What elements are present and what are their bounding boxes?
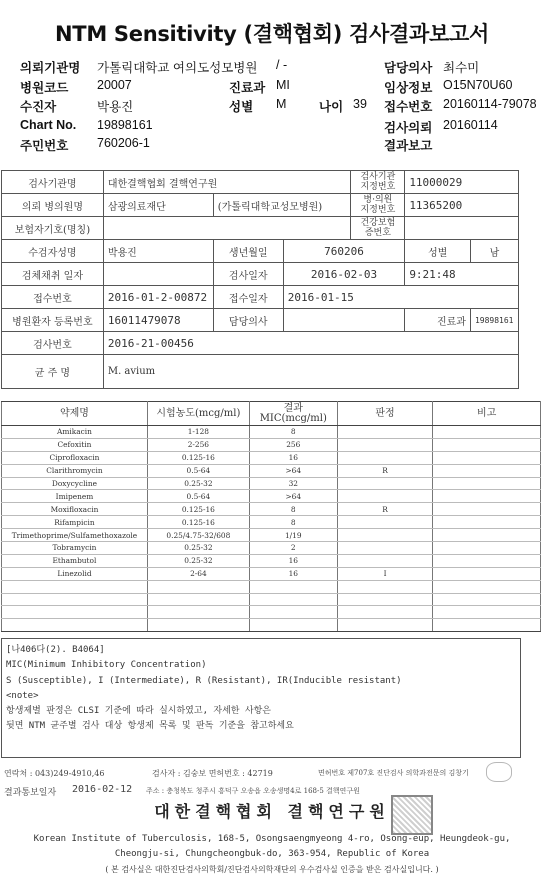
drug-row bbox=[2, 529, 541, 542]
drug-name: Clarithromycin bbox=[2, 464, 148, 477]
test-range: 0.25-32 bbox=[147, 477, 249, 490]
col-range-header: 시험농도(mcg/ml) bbox=[147, 402, 249, 426]
drug-name: Cefoxitin bbox=[2, 438, 148, 451]
drug-name bbox=[2, 580, 148, 593]
doctor-value: 최수미 bbox=[443, 61, 480, 75]
remark bbox=[433, 593, 541, 606]
col-interp-header: 판정 bbox=[337, 402, 433, 426]
health-ins-label: 건강보험 증번호 bbox=[351, 217, 405, 240]
test-time-value: 9:21:48 bbox=[405, 263, 519, 286]
report-date-label: 결과통보일자 bbox=[4, 788, 57, 798]
footer-address: 주소 : 충청북도 청주시 흥덕구 오송읍 오송생명4로 168-5 결핵연구원 bbox=[146, 787, 360, 795]
test-range: 0.5-64 bbox=[147, 490, 249, 503]
drug-table-header bbox=[2, 402, 541, 426]
col-drug-header: 약제명 bbox=[2, 402, 148, 426]
doctor-stamp bbox=[486, 762, 512, 782]
drug-row bbox=[2, 503, 541, 516]
test-no-label: 검사번호 bbox=[2, 332, 104, 355]
notes-reference: 뒷면 NTM 균주별 검사 대상 항생제 목록 및 판독 기준을 참고하세요 bbox=[6, 721, 294, 732]
remark bbox=[433, 567, 541, 580]
client-label: 의뢰기관명 bbox=[20, 61, 81, 75]
footer-contact: 연락처 : 043)249-4910,46 bbox=[4, 769, 105, 778]
info-row-lab bbox=[2, 171, 519, 194]
drug-name bbox=[2, 606, 148, 619]
test-range: 1-128 bbox=[147, 426, 249, 439]
mic-result: >64 bbox=[249, 464, 337, 477]
test-range: 0.25-32 bbox=[147, 542, 249, 555]
insured-label: 보험자기호(명칭) bbox=[2, 217, 104, 240]
drug-row bbox=[2, 593, 541, 606]
footer-examiner: 검사자 : 김숭보 면허번호 : 42719 bbox=[152, 769, 273, 778]
dept-value: MI bbox=[276, 78, 290, 92]
drug-row bbox=[2, 619, 541, 632]
interpretation: R bbox=[337, 503, 433, 516]
info-row-collect bbox=[2, 263, 519, 286]
mic-result: 16 bbox=[249, 567, 337, 580]
drug-row bbox=[2, 490, 541, 503]
interpretation bbox=[337, 516, 433, 529]
test-range: 0.5-64 bbox=[147, 464, 249, 477]
drug-name: Rifampicin bbox=[2, 516, 148, 529]
drug-row bbox=[2, 438, 541, 451]
col-mic-header: 결과 MIC(mcg/ml) bbox=[249, 402, 337, 426]
test-no-value: 2016-21-00456 bbox=[103, 332, 518, 355]
species-label: 균 주 명 bbox=[2, 355, 104, 389]
drug-row bbox=[2, 580, 541, 593]
interpretation bbox=[337, 426, 433, 439]
mic-result: 16 bbox=[249, 451, 337, 464]
mic-result: >64 bbox=[249, 490, 337, 503]
clinic-code-label: 병·의원 지정번호 bbox=[351, 194, 405, 217]
interpretation bbox=[337, 451, 433, 464]
receipt-no-label: 접수번호 bbox=[2, 286, 104, 309]
receipt-value: 20160114-79078 bbox=[443, 97, 537, 111]
mic-result: 16 bbox=[249, 554, 337, 567]
test-date-label: 검사일자 bbox=[213, 263, 283, 286]
age-value: 39 bbox=[353, 97, 367, 111]
interpretation bbox=[337, 593, 433, 606]
test-range: 0.125-16 bbox=[147, 451, 249, 464]
dept-value-cell: 19898161 bbox=[470, 309, 518, 332]
interpretation bbox=[337, 529, 433, 542]
mic-result: 8 bbox=[249, 426, 337, 439]
report-date-value: 2016-02-12 bbox=[72, 784, 133, 795]
test-range bbox=[147, 606, 249, 619]
clinical-label: 임상정보 bbox=[384, 81, 433, 95]
rrn-label: 주민번호 bbox=[20, 139, 69, 153]
drug-row bbox=[2, 451, 541, 464]
health-ins-value bbox=[405, 217, 519, 240]
mic-result bbox=[249, 593, 337, 606]
info-row-subject bbox=[2, 240, 519, 263]
report-label: 결과보고 bbox=[384, 139, 433, 153]
lab-code-label: 검사기관 지정번호 bbox=[351, 171, 405, 194]
report-title: NTM Sensitivity (결핵협회) 검사결과보고서 bbox=[55, 22, 489, 46]
drug-name: Doxycycline bbox=[2, 477, 148, 490]
collect-value bbox=[103, 263, 213, 286]
mic-result: 8 bbox=[249, 503, 337, 516]
drug-name: Tobramycin bbox=[2, 542, 148, 555]
test-range bbox=[147, 593, 249, 606]
chart-value: 19898161 bbox=[97, 118, 153, 132]
doctor-value-cell bbox=[283, 309, 405, 332]
age-label: 나이 bbox=[319, 100, 344, 114]
dept-label-cell: 진료과 bbox=[405, 309, 471, 332]
drug-row bbox=[2, 477, 541, 490]
drug-table-body bbox=[2, 426, 541, 632]
mic-result: 1/19 bbox=[249, 529, 337, 542]
test-range: 0.125-16 bbox=[147, 516, 249, 529]
interpretation bbox=[337, 606, 433, 619]
subject-value: 박용진 bbox=[103, 240, 213, 263]
interpretation bbox=[337, 477, 433, 490]
remark bbox=[433, 619, 541, 632]
notes-note-heading: <note> bbox=[6, 690, 39, 701]
info-row-req-org bbox=[2, 194, 519, 217]
notes-box bbox=[1, 638, 521, 758]
sex-label: 성별 bbox=[229, 100, 254, 114]
remark bbox=[433, 554, 541, 567]
lab-name-value: 대한결핵협회 결핵연구원 bbox=[103, 171, 351, 194]
receipt-date-label: 접수일자 bbox=[213, 286, 283, 309]
receipt-no-value: 2016-01-2-00872 bbox=[103, 286, 213, 309]
mic-result: 256 bbox=[249, 438, 337, 451]
org-name: 대한결핵협회 결핵연구원 bbox=[154, 802, 390, 821]
notes-code: [나406다(2). B4064] bbox=[6, 645, 105, 655]
lab-name-label: 검사기관명 bbox=[2, 171, 104, 194]
drug-name bbox=[2, 593, 148, 606]
drug-table bbox=[1, 401, 541, 632]
receipt-date-value: 2016-01-15 bbox=[283, 286, 518, 309]
interpretation: R bbox=[337, 464, 433, 477]
drug-name: Amikacin bbox=[2, 426, 148, 439]
interpretation bbox=[337, 490, 433, 503]
certification-note: ( 본 검사실은 대한진단검사의학회/진단검사의학재단의 우수검사실 인증을 받은 검사실입니다. ) bbox=[105, 865, 439, 874]
patient-value: 박용진 bbox=[97, 100, 134, 114]
mic-result: 8 bbox=[249, 516, 337, 529]
interpretation bbox=[337, 554, 433, 567]
remark bbox=[433, 542, 541, 555]
remark bbox=[433, 438, 541, 451]
req-org-label: 의뢰 병의원명 bbox=[2, 194, 104, 217]
drug-name: Imipenem bbox=[2, 490, 148, 503]
remark bbox=[433, 503, 541, 516]
drug-name: Ciprofloxacin bbox=[2, 451, 148, 464]
clinic-code-value: 11365200 bbox=[405, 194, 519, 217]
interpretation bbox=[337, 619, 433, 632]
remark bbox=[433, 490, 541, 503]
info-row-receipt bbox=[2, 286, 519, 309]
test-range: 0.25/4.75-32/608 bbox=[147, 529, 249, 542]
hosp-code-label: 병원코드 bbox=[20, 81, 69, 95]
lab-code-value: 11000029 bbox=[405, 171, 519, 194]
doctor-label: 담당의사 bbox=[384, 61, 433, 75]
drug-row bbox=[2, 516, 541, 529]
drug-row bbox=[2, 542, 541, 555]
mic-result: 2 bbox=[249, 542, 337, 555]
col-remark-header: 비고 bbox=[433, 402, 541, 426]
birth-label: 생년월일 bbox=[213, 240, 283, 263]
mic-result: 32 bbox=[249, 477, 337, 490]
hosp-code-value: 20007 bbox=[97, 78, 132, 92]
test-date-value: 2016-02-03 bbox=[283, 263, 405, 286]
drug-row bbox=[2, 567, 541, 580]
sex-value-cell: 남 bbox=[470, 240, 518, 263]
drug-row bbox=[2, 464, 541, 477]
remark bbox=[433, 580, 541, 593]
mic-result bbox=[249, 580, 337, 593]
info-table bbox=[1, 170, 519, 389]
clinical-value: O15N70U60 bbox=[443, 78, 513, 92]
remark bbox=[433, 477, 541, 490]
drug-name: Linezolid bbox=[2, 567, 148, 580]
collect-label: 검체채취 일자 bbox=[2, 263, 104, 286]
official-seal bbox=[391, 795, 433, 835]
dept-label: 진료과 bbox=[229, 81, 266, 95]
drug-name bbox=[2, 619, 148, 632]
test-range: 2-256 bbox=[147, 438, 249, 451]
client-value: 가톨릭대학교 여의도성모병원 bbox=[97, 61, 258, 75]
client-extra: / - bbox=[276, 58, 288, 72]
info-row-species bbox=[2, 355, 519, 389]
notes-legend: S (Susceptible), I (Intermediate), R (Resistant), IR(Inducible resistant) bbox=[6, 675, 402, 686]
info-row-reg bbox=[2, 309, 519, 332]
drug-row bbox=[2, 554, 541, 567]
interpretation bbox=[337, 438, 433, 451]
remark bbox=[433, 426, 541, 439]
reg-no-label: 병원환자 등록번호 bbox=[2, 309, 104, 332]
species-value: M. avium bbox=[103, 355, 518, 389]
remark bbox=[433, 529, 541, 542]
subject-label: 수검자성명 bbox=[2, 240, 104, 263]
interpretation bbox=[337, 580, 433, 593]
org-address-en-2: Cheongju-si, Chungcheongbuk-do, 363-954, Republic of Korea bbox=[114, 849, 430, 859]
test-range: 0.25-32 bbox=[147, 554, 249, 567]
remark bbox=[433, 606, 541, 619]
doctor-label-cell: 담당의사 bbox=[213, 309, 283, 332]
req-org-extra: (가톨릭대학교성모병원) bbox=[213, 194, 351, 217]
sex-value: M bbox=[276, 97, 287, 111]
drug-name: Moxifloxacin bbox=[2, 503, 148, 516]
info-row-insured bbox=[2, 217, 519, 240]
remark bbox=[433, 451, 541, 464]
test-range bbox=[147, 619, 249, 632]
drug-name: Ethambutol bbox=[2, 554, 148, 567]
rrn-value: 760206-1 bbox=[97, 136, 150, 150]
receipt-label: 접수번호 bbox=[384, 100, 433, 114]
test-range: 0.125-16 bbox=[147, 503, 249, 516]
test-range: 2-64 bbox=[147, 567, 249, 580]
test-range bbox=[147, 580, 249, 593]
remark bbox=[433, 464, 541, 477]
drug-row bbox=[2, 426, 541, 439]
interpretation bbox=[337, 542, 433, 555]
remark bbox=[433, 516, 541, 529]
info-row-test-no bbox=[2, 332, 519, 355]
footer-license: 면허번호 제707호 진단검사 의학과전문의 김창기 bbox=[318, 769, 469, 777]
patient-label: 수진자 bbox=[20, 100, 57, 114]
request-value: 20160114 bbox=[443, 118, 498, 132]
notes-clsi: 항생제별 판정은 CLSI 기준에 따라 실시하였고, 자세한 사항은 bbox=[6, 706, 271, 717]
birth-value: 760206 bbox=[283, 240, 405, 263]
drug-name: Trimethoprime/Sulfamethoxazole bbox=[2, 529, 148, 542]
request-label: 검사의뢰 bbox=[384, 121, 433, 135]
mic-result bbox=[249, 606, 337, 619]
org-address-en-1: Korean Institute of Tuberculosis, 168-5, Osongsaengmyeong 4-ro, Osong-eup, Heungdeok-gu, bbox=[33, 834, 511, 844]
insured-value bbox=[103, 217, 351, 240]
sex-label-cell: 성별 bbox=[405, 240, 471, 263]
notes-mic: MIC(Minimum Inhibitory Concentration) bbox=[6, 660, 207, 671]
mic-result bbox=[249, 619, 337, 632]
drug-row bbox=[2, 606, 541, 619]
req-org-value: 삼광의료재단 bbox=[103, 194, 213, 217]
interpretation: I bbox=[337, 567, 433, 580]
reg-no-value: 16011479078 bbox=[103, 309, 213, 332]
chart-label: Chart No. bbox=[20, 118, 77, 132]
